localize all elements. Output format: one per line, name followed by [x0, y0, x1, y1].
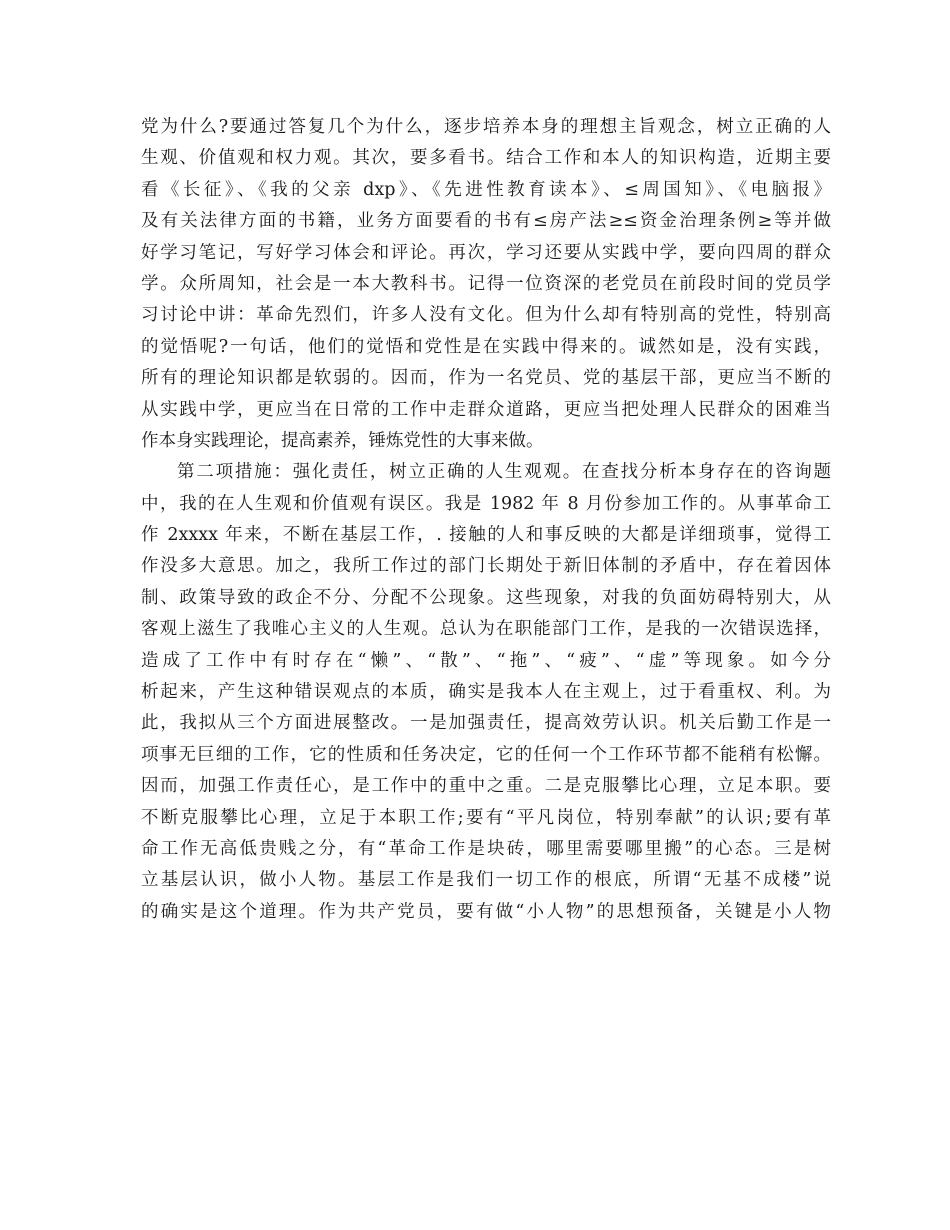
body-text	[141, 112, 831, 928]
text-line: 作 2xxxx 年来，不断在基层工作，. 接触的人和事反映的大都是详细琐事，觉得工	[141, 525, 831, 546]
text-line: 作没多大意思。加之，我所工作过的部门长期处于新旧体制的矛盾中，存在着因体	[141, 556, 831, 577]
paragraph-first-line: 第二项措施：强化责任，树立正确的人生观观。在查找分析本身存在的咨询题	[177, 462, 831, 483]
text-line: 的觉悟呢?一句话，他们的觉悟和党性是在实践中得来的。诚然如是，没有实践，	[141, 336, 831, 357]
text-line: 立基层认识，做小人物。基层工作是我们一切工作的根底，所谓“无基不成楼”说	[141, 870, 831, 891]
text-line: 制、政策导致的政企不分、分配不公现象。这些现象，对我的负面妨碍特别大，从	[141, 587, 831, 608]
text-line: 所有的理论知识都是软弱的。因而，作为一名党员、党的基层干部，更应当不断的	[141, 368, 831, 389]
text-line: 党为什么?要通过答复几个为什么，逐步培养本身的理想主旨观念，树立正确的人	[141, 117, 831, 137]
text-line: 好学习笔记，写好学习体会和评论。再次，学习还要从实践中学，要向四周的群众	[141, 242, 831, 263]
text-line: 生观、价值观和权力观。其次，要多看书。结合工作和本人的知识构造，近期主要	[141, 148, 831, 169]
text-line: 看《长征》、《我的父亲 dxp》、《先进性教育读本》、≤周国知》、《电脑报》	[141, 179, 831, 200]
text-line: 的确实是这个道理。作为共产党员，要有做“小人物”的思想预备，关键是小人物	[141, 901, 831, 922]
text-line: 及有关法律方面的书籍，业务方面要看的书有≤房产法≥≤资金治理条例≥等并做	[141, 211, 831, 232]
text-line: 习讨论中讲：革命先烈们，许多人没有文化。但为什么却有特别高的党性，特别高	[141, 305, 831, 326]
text-line: 作本身实践理论，提高素养，锤炼党性的大事来做。	[141, 430, 544, 451]
text-line: 不断克服攀比心理，立足于本职工作;要有“平凡岗位，特别奉献”的认识;要有革	[141, 807, 831, 828]
text-line: 从实践中学，更应当在日常的工作中走群众道路，更应当把处理人民群众的困难当	[141, 399, 831, 420]
text-line: 析起来，产生这种错误观点的本质，确实是我本人在主观上，过于看重权、利。为	[141, 682, 831, 703]
text-line: 项事无巨细的工作，它的性质和任务决定，它的任何一个工作环节都不能稍有松懈。	[141, 744, 831, 765]
text-line: 客观上滋生了我唯心主义的人生观。总认为在职能部门工作，是我的一次错误选择，	[141, 619, 831, 640]
text-line: 此，我拟从三个方面进展整改。一是加强责任，提高效劳认识。机关后勤工作是一	[141, 713, 831, 734]
text-line: 学。众所周知，社会是一本大教科书。记得一位资深的老党员在前段时间的党员学	[141, 273, 831, 294]
text-line: 造成了工作中有时存在“懒”、“散”、“拖”、“疲”、“虚”等现象。如今分	[141, 650, 831, 671]
text-line: 因而，加强工作责任心，是工作中的重中之重。二是克服攀比心理，立足本职。要	[141, 776, 831, 797]
text-line: 中，我的在人生观和价值观有误区。我是 1982 年 8 月份参加工作的。从事革命工	[141, 493, 831, 514]
text-line: 命工作无高低贵贱之分，有“革命工作是块砖，哪里需要哪里搬”的心态。三是树	[141, 838, 831, 859]
